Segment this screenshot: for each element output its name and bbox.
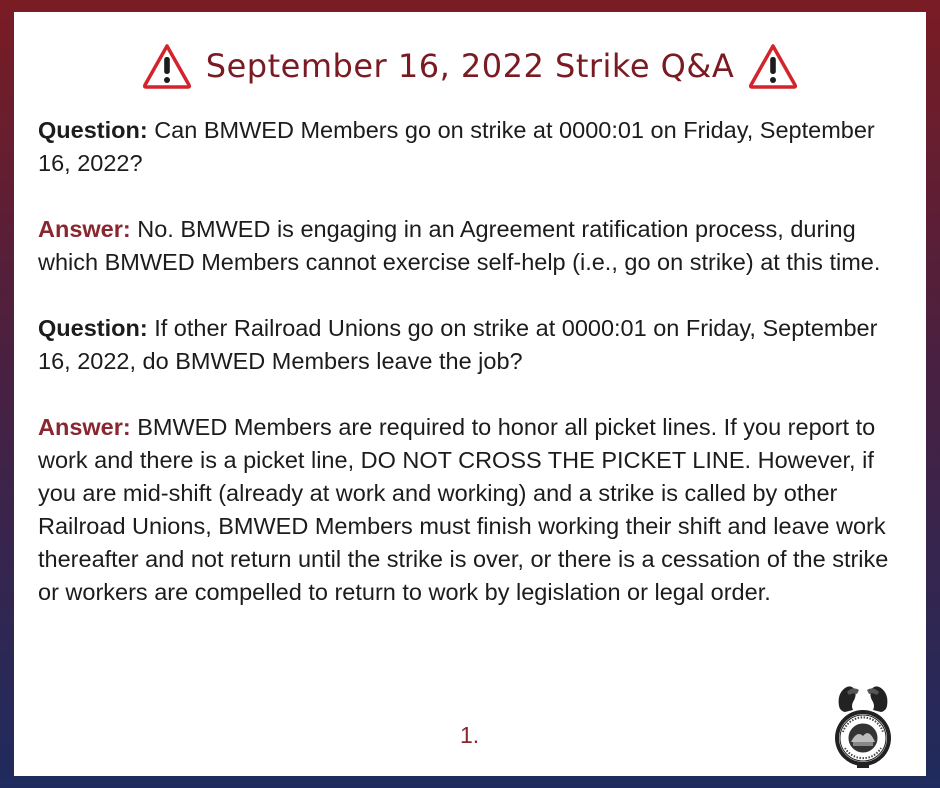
answer-text: No. BMWED is engaging in an Agreement ratification process, during which BMWED Members cannot exercise self-help (i.e., go on strike) at this time. bbox=[38, 216, 881, 275]
teamsters-seal-logo bbox=[831, 680, 895, 772]
document-card bbox=[14, 12, 926, 776]
title-row bbox=[14, 40, 926, 92]
answer-label: Answer: bbox=[38, 216, 131, 242]
answer-text: BMWED Members are required to honor all picket lines. If you report to work and there is a picket line, DO NOT CROSS THE PICKET LINE. However, if you are mid-shift (already at work and working) and a strike is called by other Railroad Unions, BMWED Members must finish working their shift and leave work thereafter and not return until the strike is over, or there is a cessation of the strike or workers are compelled to return to work by legislation or legal order. bbox=[38, 414, 889, 605]
answer-2 bbox=[38, 411, 902, 609]
question-text: Can BMWED Members go on strike at 0000:01 on Friday, September 16, 2022? bbox=[38, 117, 875, 176]
page-number: 1. bbox=[460, 722, 480, 748]
question-label: Question: bbox=[38, 117, 148, 143]
qa-section bbox=[38, 114, 902, 642]
warning-triangle-icon bbox=[142, 43, 192, 89]
question-text: If other Railroad Unions go on strike at 0000:01 on Friday, September 16, 2022, do BMWED Members leave the job? bbox=[38, 315, 878, 374]
page-title: September 16, 2022 Strike Q&A bbox=[205, 47, 735, 85]
answer-1 bbox=[38, 213, 902, 279]
question-1 bbox=[38, 114, 902, 180]
question-2 bbox=[38, 312, 902, 378]
warning-triangle-icon bbox=[748, 43, 798, 89]
answer-label: Answer: bbox=[38, 414, 131, 440]
question-label: Question: bbox=[38, 315, 148, 341]
